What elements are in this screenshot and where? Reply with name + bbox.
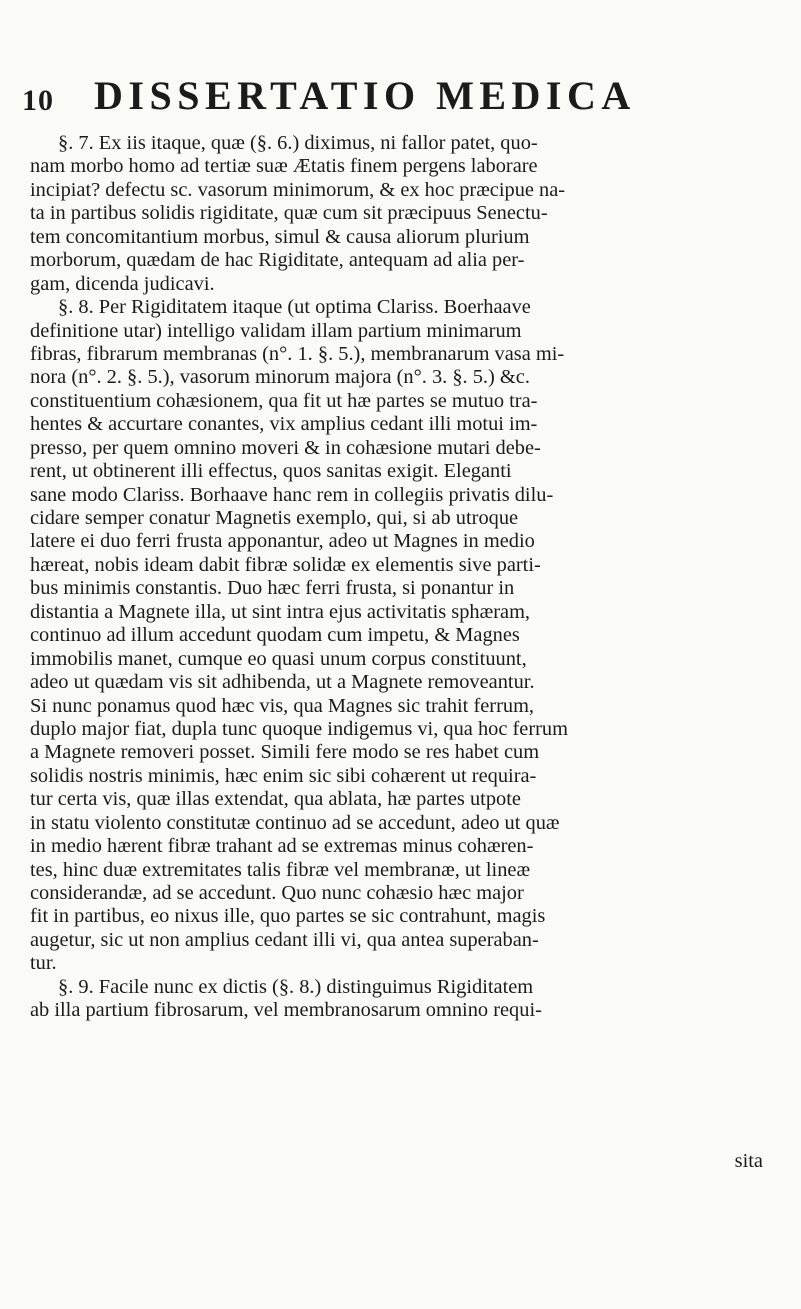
text-line: adeo ut quædam vis sit adhibenda, ut a Magnete removeantur. [30, 671, 535, 694]
text-line: cidare semper conatur Magnetis exemplo, qui, si ab utroque [30, 507, 519, 529]
text-line: latere ei duo ferri frusta apponantur, adeo ut Magnes in medio [30, 530, 535, 553]
text-line: sane modo Clariss. Borhaave hanc rem in collegiis privatis dilu- [30, 483, 554, 506]
text-line: definitione utar) intelligo validam illam partium minimarum [30, 319, 522, 342]
text-line: ab illa partium fibrosarum, vel membranosarum omnino requi- [30, 999, 542, 1022]
text-line: tem concomitantium morbus, simul & causa aliorum plurium [30, 225, 530, 248]
page-number: 10 [22, 84, 54, 117]
text-line: continuo ad illum accedunt quodam cum impetu, & Magnes [30, 624, 520, 647]
text-line: fit in partibus, eo nixus ille, quo partes se sic contrahunt, magis [30, 905, 546, 928]
text-line: Si nunc ponamus quod hæc vis, qua Magnes sic trahit ferrum, [30, 694, 535, 717]
text-line: bus minimis constantis. Duo hæc ferri frusta, si ponantur in [30, 577, 515, 600]
text-line: augetur, sic ut non amplius cedant illi vi, qua antea superaban- [30, 928, 539, 951]
text-line: solidis nostris minimis, hæc enim sic sibi cohærent ut requira- [30, 764, 537, 787]
text-line: immobilis manet, cumque eo quasi unum corpus constituunt, [30, 647, 527, 670]
page-header [22, 72, 767, 122]
text-line: tur. [30, 952, 57, 975]
text-line: nam morbo homo ad tertiæ suæ Ætatis finem pergens laborare [30, 155, 538, 178]
text-line: §. 8. Per Rigiditatem itaque (ut optima Clariss. Boerhaave [58, 296, 531, 319]
text-line: hentes & accurtare conantes, vix amplius cedant illi motui im- [30, 413, 538, 436]
text-line: §. 9. Facile nunc ex dictis (§. 8.) distinguimus Rigiditatem [58, 975, 534, 998]
text-line: constituentium cohæsionem, qua fit ut hæ partes se mutuo tra- [30, 389, 538, 412]
text-line: distantia a Magnete illa, ut sint intra ejus activitatis sphæram, [30, 600, 531, 623]
body-text [30, 132, 770, 1023]
text-line: ta in partibus solidis rigiditate, quæ cum sit præcipuus Senectu- [30, 202, 548, 225]
text-line: a Magnete removeri posset. Simili fere modo se res habet cum [30, 741, 540, 764]
text-line: §. 7. Ex iis itaque, quæ (§. 6.) diximus, ni fallor patet, quo- [58, 132, 538, 154]
text-line: nora (n°. 2. §. 5.), vasorum minorum majora (n°. 3. §. 5.) &c. [30, 366, 530, 389]
text-line: tes, hinc duæ extremitates talis fibræ vel membranæ, ut lineæ [30, 858, 531, 881]
text-line: rent, ut obtinerent illi effectus, quos sanitas exigit. Eleganti [30, 460, 512, 483]
text-line: in medio hærent fibræ trahant ad se extremas minus cohæren- [30, 835, 534, 858]
text-line: tur certa vis, quæ illas extendat, qua ablata, hæ partes utpote [30, 788, 521, 811]
running-title: DISSERTATIO MEDICA [94, 73, 636, 118]
text-line: incipiat? defectu sc. vasorum minimorum, & ex hoc præcipue na- [30, 178, 566, 201]
text-line: gam, dicenda judicavi. [30, 272, 215, 295]
text-line: considerandæ, ad se accedunt. Quo nunc cohæsio hæc major [30, 882, 524, 904]
text-line: hæreat, nobis ideam dabit fibræ solidæ ex elementis sive parti- [30, 553, 541, 576]
text-line: presso, per quem omnino moveri & in cohæsione mutari debe- [30, 436, 541, 459]
catchword: sita [734, 1150, 763, 1172]
text-line: morborum, quædam de hac Rigiditate, antequam ad alia per- [30, 249, 525, 272]
text-line: fibras, fibrarum membranas (n°. 1. §. 5.), membranarum vasa mi- [30, 342, 565, 365]
text-line: duplo major fiat, dupla tunc quoque indigemus vi, qua hoc ferrum [30, 717, 568, 740]
text-line: in statu violento constitutæ continuo ad se accedunt, adeo ut quæ [30, 811, 560, 834]
